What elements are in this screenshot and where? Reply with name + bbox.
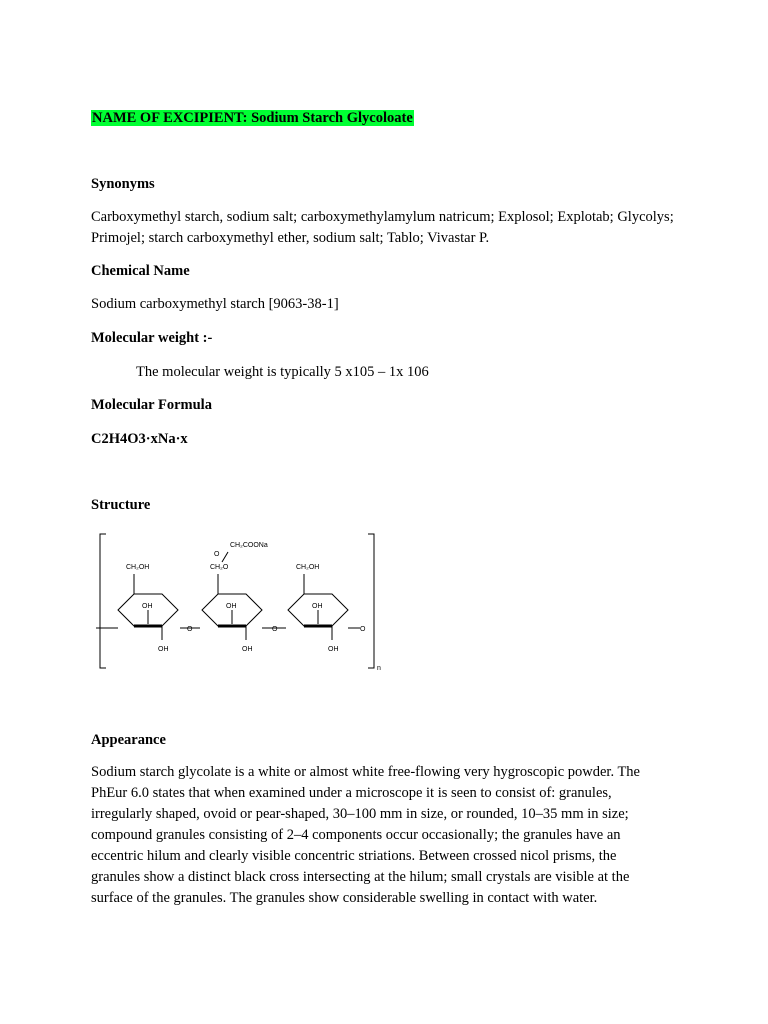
molecular-weight-text: The molecular weight is typically 5 x105 – 1x 106 — [136, 364, 429, 380]
appearance-line: eccentric hilum and clearly visible concentric striations. Between crossed nicol prisms, the — [91, 848, 617, 864]
molecular-formula-heading: Molecular Formula — [91, 397, 212, 413]
excipient-title: NAME OF EXCIPIENT: Sodium Starch Glycoloate — [92, 110, 413, 126]
appearance-line: compound granules consisting of 2–4 components occur occasionally; the granules have an — [91, 827, 621, 843]
appearance-line: irregularly shaped, ovoid or pear-shaped, 30–100 mm in size, or rounded, 10–35 mm in size; — [91, 806, 629, 822]
appearance-line: Sodium starch glycolate is a white or almost white free-flowing very hygroscopic powder. The — [91, 764, 640, 780]
label-oh-ring2: OH — [226, 603, 237, 610]
appearance-line: PhEur 6.0 states that when examined under a microscope it is seen to consist of: granules, — [91, 785, 612, 801]
chemical-name-heading: Chemical Name — [91, 263, 190, 279]
left-bracket — [100, 534, 106, 668]
label-oh-ring3: OH — [312, 603, 323, 610]
chemical-name-text: Sodium carboxymethyl starch [9063-38-1] — [91, 296, 339, 312]
label-o-link1: O — [187, 626, 193, 633]
label-o-end: O — [360, 626, 366, 633]
label-oh-bottom3: OH — [328, 646, 339, 653]
synonyms-heading: Synonyms — [91, 176, 155, 192]
molecular-formula-text: C2H4O3·xNa·x — [91, 431, 188, 447]
appearance-line: surface of the granules. The granules show considerable swelling in contact with water. — [91, 890, 598, 906]
appearance-heading: Appearance — [91, 732, 166, 748]
structure-diagram — [96, 532, 386, 672]
synonyms-text: Carboxymethyl starch, sodium salt; carboxymethylamylum natricum; Explosol; Explotab; Glycolys; Primojel; starch carboxymethyl ether, sodium salt; Tablo; Vivastar P. — [91, 209, 674, 246]
appearance-text — [91, 762, 691, 909]
appearance-line: granules show a distinct black cross intersecting at the hilum; small crystals are visible at the — [91, 869, 630, 885]
molecular-weight-heading: Molecular weight :- — [91, 330, 213, 346]
label-ch2o: CH₂O — [210, 564, 229, 571]
label-o-top: O — [214, 551, 220, 558]
label-n-subscript: n — [377, 665, 381, 672]
label-ch2oh-3: CH₂OH — [296, 564, 320, 571]
structure-heading: Structure — [91, 497, 151, 513]
label-oh-ring1: OH — [142, 603, 153, 610]
right-bracket — [368, 534, 374, 668]
label-ch2coona: CH₂COONa — [230, 542, 268, 549]
label-o-link2: O — [272, 626, 278, 633]
label-oh-bottom1: OH — [158, 646, 169, 653]
label-oh-bottom2: OH — [242, 646, 253, 653]
label-ch2oh-1: CH₂OH — [126, 564, 150, 571]
starch-glycolate-structure — [96, 532, 386, 672]
